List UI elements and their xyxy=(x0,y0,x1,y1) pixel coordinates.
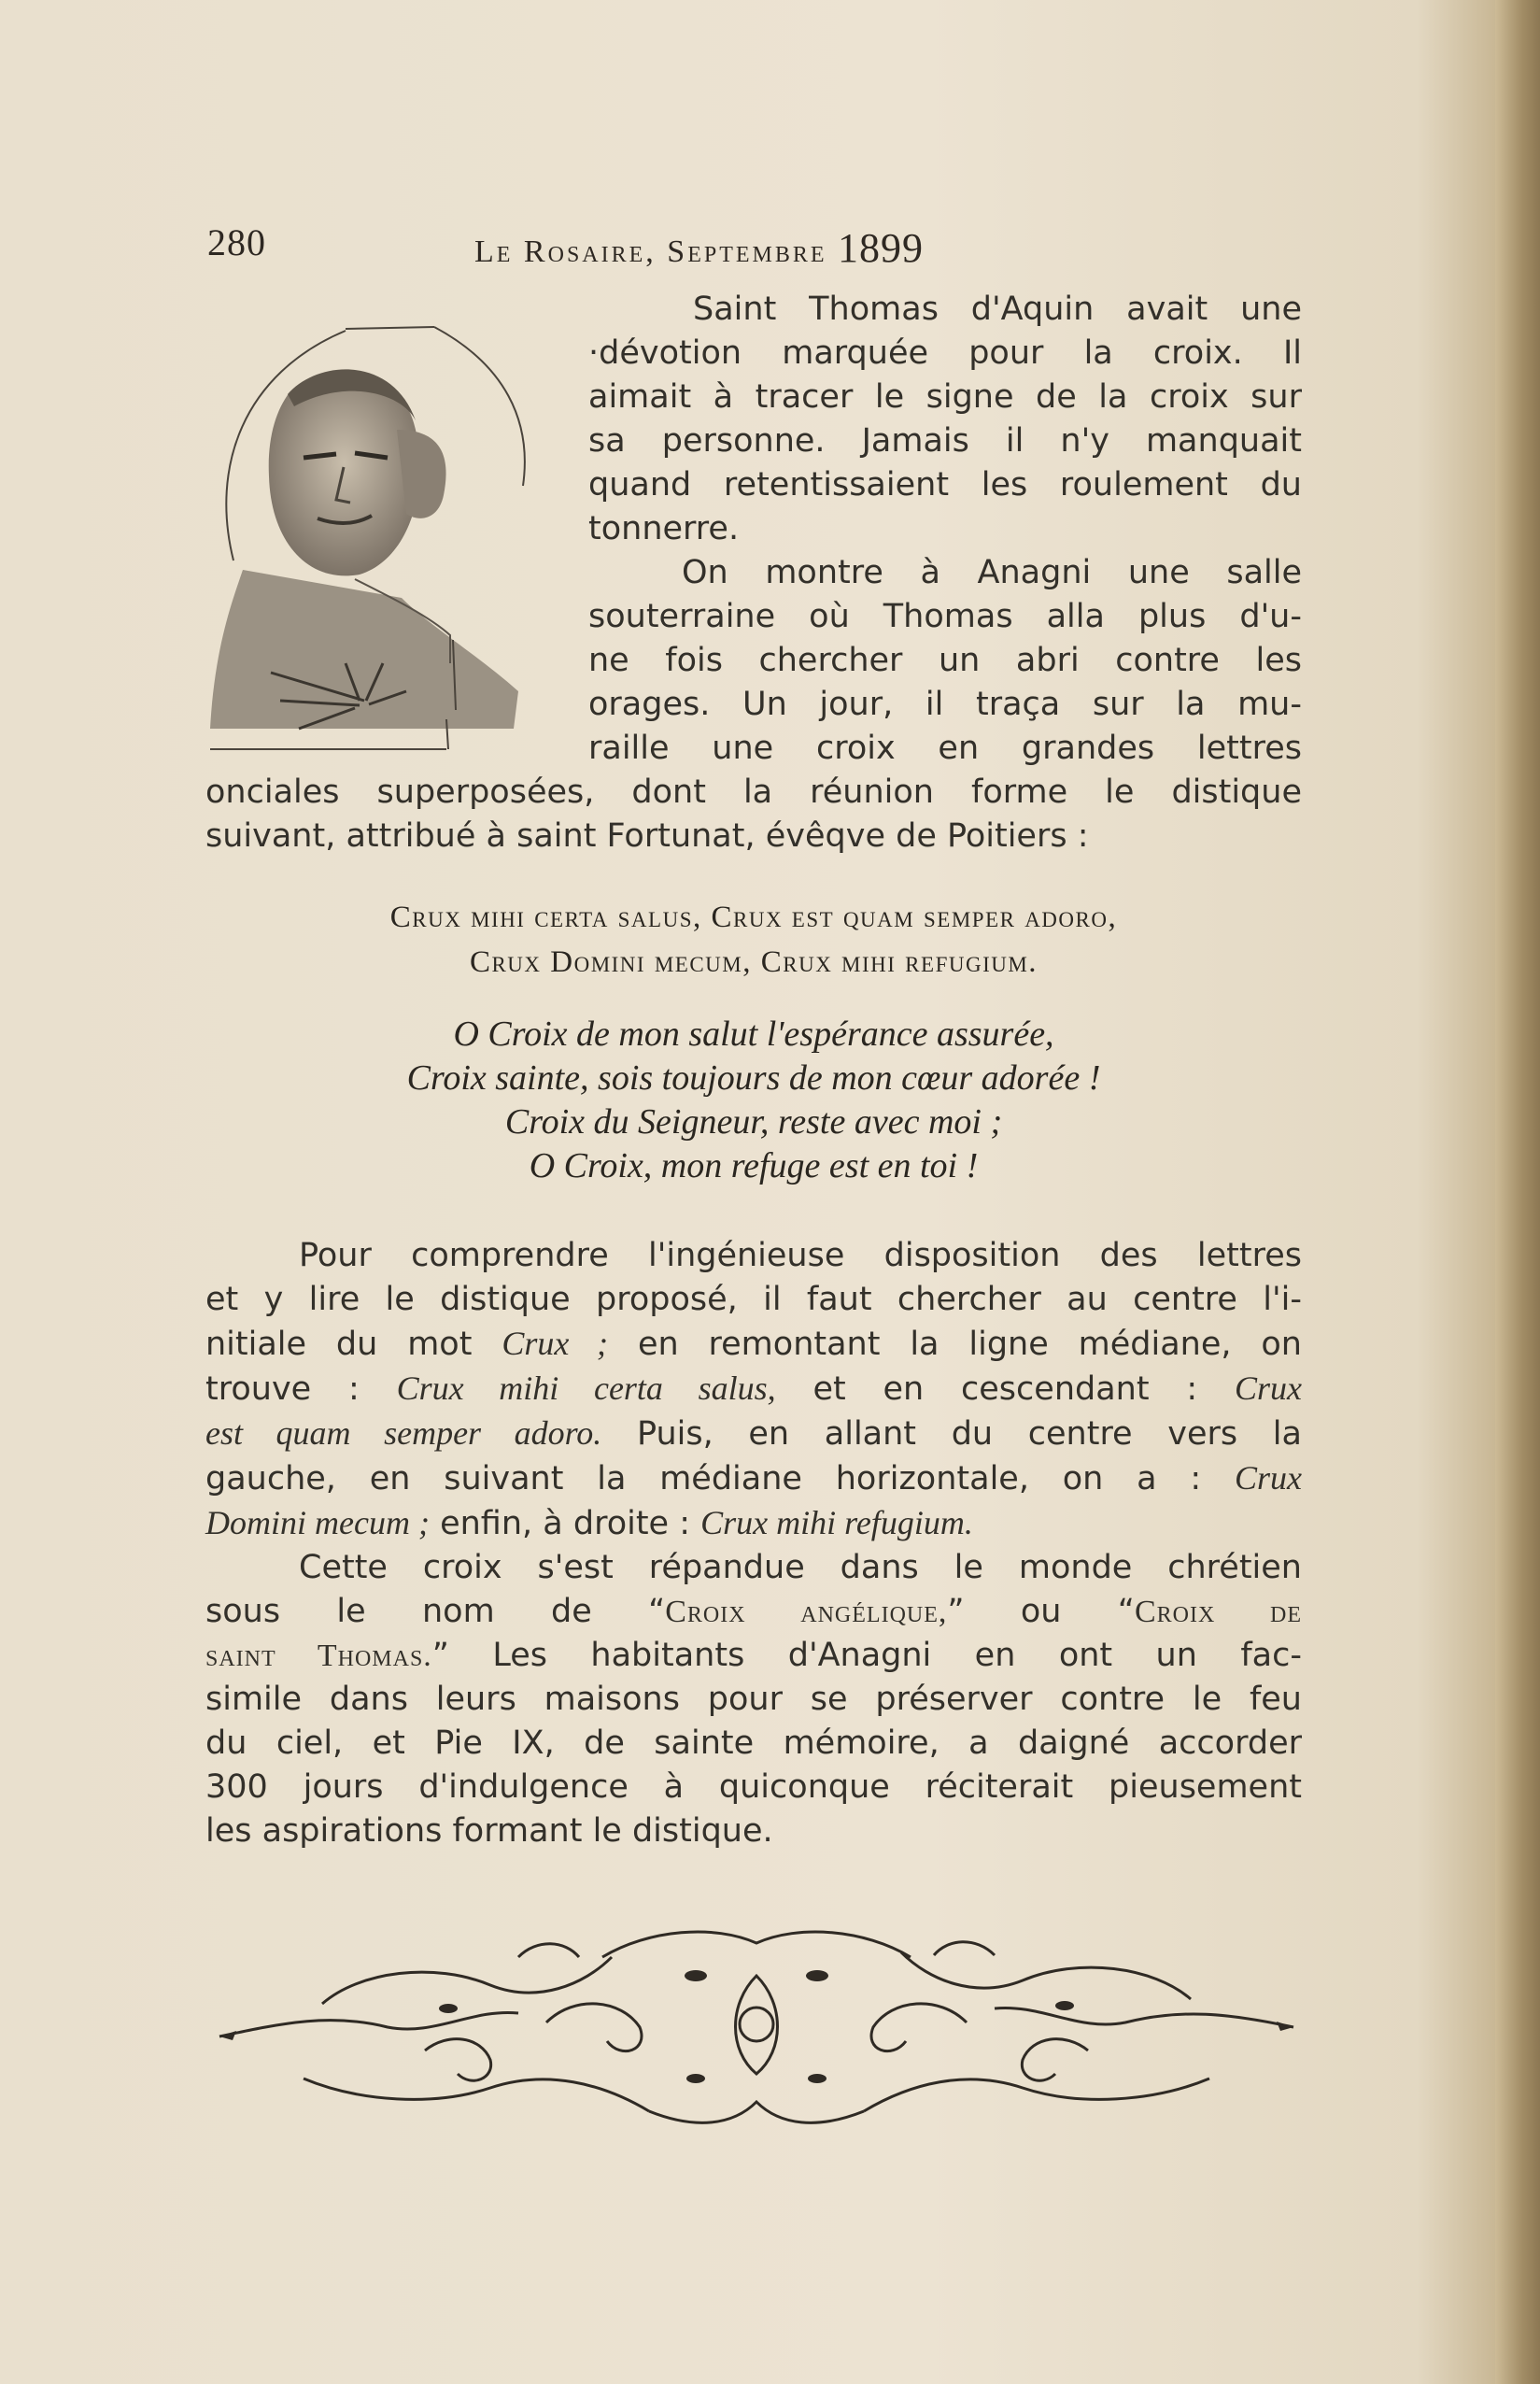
verse-line: Croix du Seigneur, reste avec moi ; xyxy=(504,1102,1003,1142)
text-line: orages. Un jour, il traça sur la mu- xyxy=(588,686,1302,723)
page-edge xyxy=(1495,0,1540,2384)
text-line: gauche, en suivant la médiane horizontale, on a : Crux xyxy=(205,1459,1302,1497)
text-line: Saint Thomas d'Aquin avait une xyxy=(693,291,1302,328)
text-line: aimait à tracer le signe de la croix sur xyxy=(588,378,1302,416)
text-line: onciales superposées, dont la réunion forme le distique xyxy=(205,773,1302,811)
text-line: du ciel, et Pie IX, de sainte mémoire, a daigné accorder xyxy=(205,1724,1302,1762)
text-line: et y lire le distique proposé, il faut chercher au centre l'i- xyxy=(205,1281,1302,1318)
text-line: les aspirations formant le distique. xyxy=(205,1812,773,1850)
text-line: On montre à Anagni une salle xyxy=(682,554,1302,591)
text-line: Domini mecum ; enfin, à droite : Crux mihi refugium. xyxy=(205,1504,973,1542)
verse-line: Croix sainte, sois toujours de mon cœur adorée ! xyxy=(406,1058,1101,1098)
text-line: nitiale du mot Crux ; en remontant la ligne médiane, on xyxy=(205,1325,1302,1363)
text-line: 300 jours d'indulgence à quiconque réciterait pieusement xyxy=(205,1768,1302,1806)
latin-distich xyxy=(205,895,1302,985)
text-line: saint Thomas.” Les habitants d'Anagni en ont un fac- xyxy=(205,1637,1302,1674)
running-title-year: 1899 xyxy=(838,225,925,271)
text-line: suivant, attribué à saint Fortunat, évêqve de Poitiers : xyxy=(205,817,1089,855)
text-line: simile dans leurs maisons pour se préserver contre le feu xyxy=(205,1681,1302,1718)
text-line: trouve : Crux mihi certa salus, et en cescendant : Crux xyxy=(205,1369,1302,1408)
running-title-text: Le Rosaire, Septembre xyxy=(474,234,827,269)
latin-line: Crux mihi certa salus, Crux est quam semper adoro, xyxy=(389,901,1118,934)
paragraph-3 xyxy=(205,1234,1302,1853)
page-header xyxy=(207,213,1048,269)
text-line: sa personne. Jamais il n'y manquait xyxy=(588,422,1302,460)
latin-line: Crux Domini mecum, Crux mihi refugium. xyxy=(469,945,1038,979)
text-line: souterraine où Thomas alla plus d'u- xyxy=(588,598,1302,635)
verse-line: O Croix, mon refuge est en toi ! xyxy=(529,1146,979,1185)
text-line: Pour comprendre l'ingénieuse disposition des lettres xyxy=(299,1237,1302,1274)
verse-line: O Croix de mon salut l'espérance assurée, xyxy=(453,1015,1054,1054)
text-line: quand retentissaient les roulement du xyxy=(588,466,1302,504)
french-verse xyxy=(205,1013,1302,1188)
text-line: ·dévotion marquée pour la croix. Il xyxy=(588,334,1302,372)
text-line: sous le nom de “Croix angélique,” ou “Croix de xyxy=(205,1593,1302,1630)
decorative-tailpiece xyxy=(210,1920,1303,2135)
text-line: raille une croix en grandes lettres xyxy=(588,730,1302,767)
text-line: Cette croix s'est répandue dans le monde chrétien xyxy=(299,1549,1302,1586)
text-line: tonnerre. xyxy=(588,510,740,547)
paragraph-1 xyxy=(205,288,1302,859)
text-line: ne fois chercher un abri contre les xyxy=(588,642,1302,679)
running-title xyxy=(474,224,924,272)
text-line: est quam semper adoro. Puis, en allant du centre vers la xyxy=(205,1414,1302,1453)
page-number: 280 xyxy=(207,221,266,263)
